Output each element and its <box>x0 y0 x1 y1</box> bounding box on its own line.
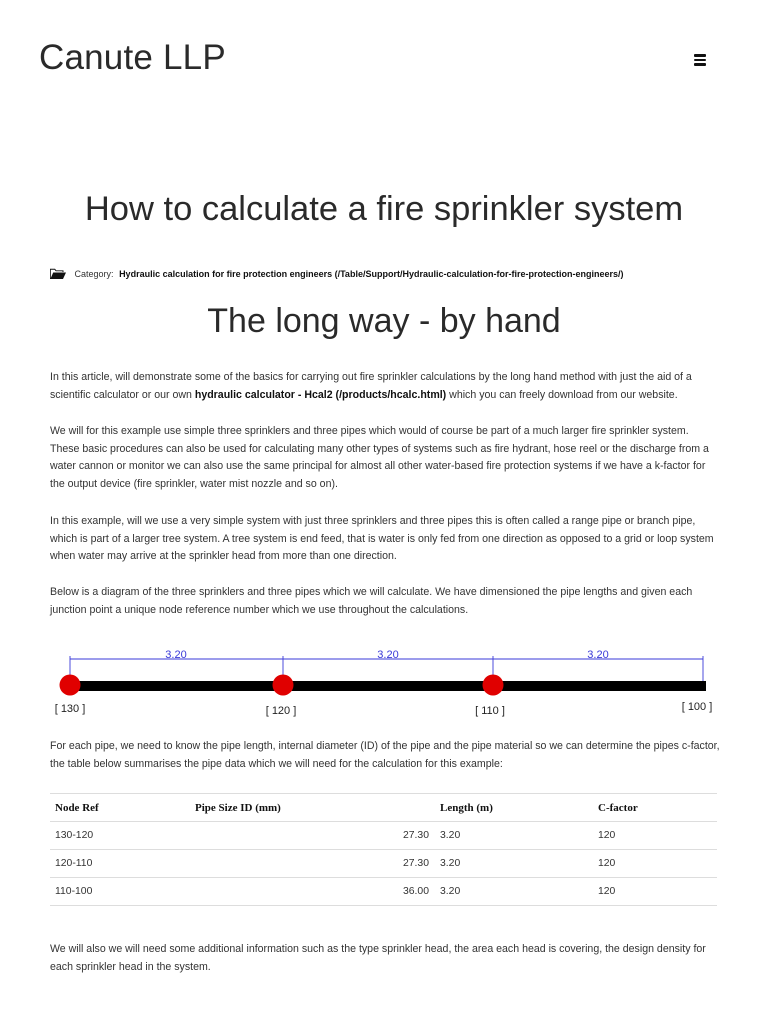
col-node-ref: Node Ref <box>50 794 190 822</box>
cell-node-ref: 130-120 <box>50 822 190 850</box>
cell-pipe-size: 36.00 <box>190 878 435 906</box>
col-length: Length (m) <box>435 794 593 822</box>
table-header-row <box>50 794 717 822</box>
dimension-label: 3.20 <box>165 649 187 661</box>
section-title: The long way - by hand <box>207 302 561 340</box>
sprinkler-head-120 <box>273 675 294 696</box>
sprinkler-pipe-diagram <box>50 645 730 725</box>
cell-length: 3.20 <box>435 850 593 878</box>
example-paragraph: We will for this example use simple three sprinklers and three pipes which would of course be part of a much larger fire sprinkler system. These basic procedures can also be used for calculating many other types of systems such as fire hydrant, hose reel or the discharge from a water cannon or monitor we can also use the same principal for almost all other water-based fire protection systems if we have a k-factor for the output device (fire sprinkler, water mist nozzle and so on). <box>50 425 709 490</box>
table-row <box>50 878 717 906</box>
cell-c-factor: 120 <box>593 850 717 878</box>
cell-node-ref: 110-100 <box>50 878 190 906</box>
sprinkler-head-130 <box>60 675 81 696</box>
col-c-factor: C-factor <box>593 794 717 822</box>
dimension-label: 3.20 <box>377 649 399 661</box>
node-label-110: [ 110 ] <box>475 705 505 717</box>
category-label: Category: <box>74 269 114 279</box>
intro-text-1: In this article, will demonstrate some of the basics for carrying out fire sprinkler calculations by the long hand method with just the aid of a scientific calculator or our own <box>50 371 692 401</box>
cell-length: 3.20 <box>435 822 593 850</box>
node-label-130: [ 130 ] <box>54 703 86 715</box>
intro-text-2: which you can freely download from our website. <box>446 388 678 401</box>
cell-node-ref: 120-110 <box>50 850 190 878</box>
pipe-line <box>68 681 706 691</box>
category-line <box>50 268 750 284</box>
pipe-data-paragraph: For each pipe, we need to know the pipe length, internal diameter (ID) of the pipe and the pipe material so we can determine the pipes c-factor, the table below summarises the pipe data which we will need for the calculation for this example: <box>50 740 720 770</box>
site-header <box>0 0 768 100</box>
table-row <box>50 822 717 850</box>
page-title: How to calculate a fire sprinkler system <box>84 190 684 228</box>
pipe-data-table <box>50 793 717 906</box>
category-link[interactable]: Hydraulic calculation for fire protection engineers (/Table/Support/Hydraulic-calculation-for-fire-protection-engineers/) <box>119 269 624 279</box>
cell-length: 3.20 <box>435 878 593 906</box>
hamburger-menu-icon[interactable] <box>694 52 716 70</box>
additional-info-paragraph: We will also we will need some additional information such as the type sprinkler head, the area each head is covering, the design density for each sprinkler head in the system. <box>50 943 706 973</box>
hydraulic-calculator-link[interactable]: hydraulic calculator - Hcal2 (/products/hcalc.html) <box>194 388 447 401</box>
cell-pipe-size: 27.30 <box>190 822 435 850</box>
node-label-120: [ 120 ] <box>265 705 297 717</box>
cell-c-factor: 120 <box>593 822 717 850</box>
table-row <box>50 850 717 878</box>
cell-c-factor: 120 <box>593 878 717 906</box>
node-label-100: [ 100 ] <box>681 701 713 713</box>
diagram-intro-paragraph: Below is a diagram of the three sprinklers and three pipes which we will calculate. We have dimensioned the pipe lengths and given each junction point a unique node reference number which we use throughout the calculations. <box>50 586 693 616</box>
brand-logo-text[interactable]: Canute LLP <box>39 38 226 77</box>
sprinkler-head-110 <box>483 675 504 696</box>
dimension-label: 3.20 <box>587 649 609 661</box>
tree-system-paragraph: In this example, will we use a very simple system with just three sprinklers and three pipes this is often called a range pipe or branch pipe, which is part of a larger tree system. A tree system is end feed, that is water is only fed from one direction as opposed to a grid or loop system when water may arrive at the sprinkler head from more than one direction. <box>50 515 714 562</box>
cell-pipe-size: 27.30 <box>190 850 435 878</box>
col-pipe-size: Pipe Size ID (mm) <box>190 794 435 822</box>
folder-open-icon <box>50 268 66 280</box>
intro-paragraph <box>50 369 720 404</box>
